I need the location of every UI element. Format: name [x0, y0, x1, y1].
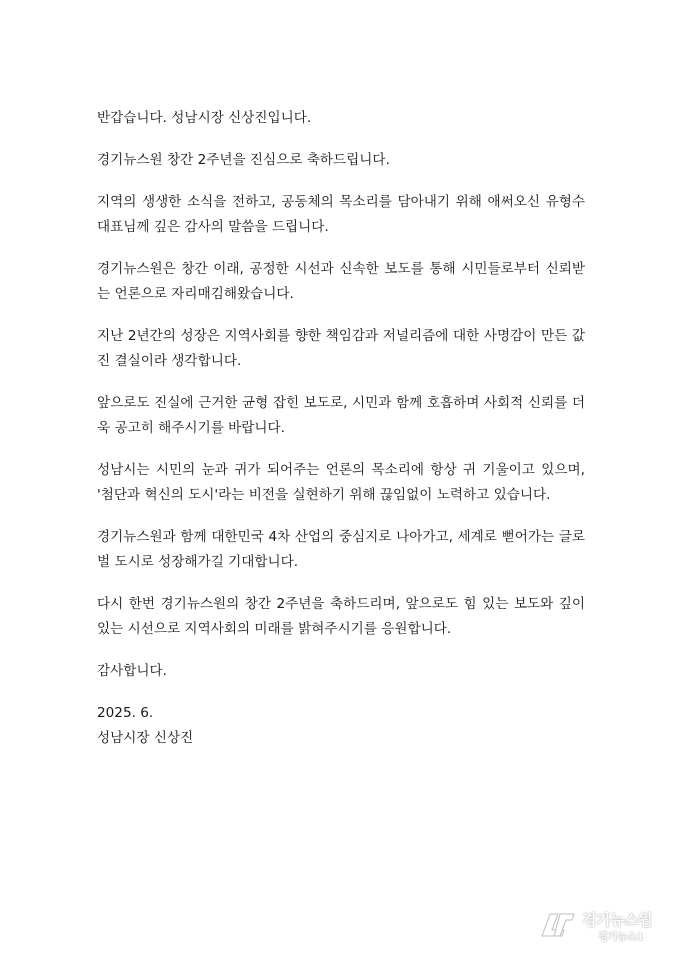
paragraph-hope: 앞으로도 진실에 근거한 균형 잡힌 보도로, 시민과 함께 호흡하며 사회적 신뢰를 더욱 공고히 해주시기를 바랍니다.: [97, 395, 585, 436]
letter-date: 2025. 6.: [97, 705, 154, 721]
watermark: [538, 908, 668, 942]
paragraph-expectation: 경기뉴스원과 함께 대한민국 4차 산업의 중심지로 나아가고, 세계로 뻗어가는 글로벌 도시로 성장해가길 기대합니다.: [97, 529, 585, 570]
paragraph-city-vision: 성남시는 시민의 눈과 귀가 되어주는 언론의 목소리에 항상 귀 기울이고 있으며, '첨단과 혁신의 도시'라는 비전을 실현하기 위해 끊임없이 노력하고 있습니다.: [97, 462, 585, 503]
paragraph-congratulation: 경기뉴스원 창간 2주년을 진심으로 축하드립니다.: [97, 152, 390, 168]
paragraph-greeting: 반갑습니다. 성남시장 신상진입니다.: [97, 110, 312, 126]
paragraph-trust: 경기뉴스원은 창간 이래, 공정한 시선과 신속한 보도를 통해 시민들로부터 신뢰받는 언론으로 자리매김해왔습니다.: [97, 261, 585, 302]
closing-text: 감사합니다.: [97, 663, 167, 679]
paragraph-growth: 지난 2년간의 성장은 지역사회를 향한 책임감과 저널리즘에 대한 사명감이 만든 값진 결실이라 생각합니다.: [97, 328, 585, 369]
watermark-name: 경기뉴스원: [582, 911, 652, 929]
paragraph-cheer: 다시 한번 경기뉴스원의 창간 2주년을 축하드리며, 앞으로도 힘 있는 보도와 깊이 있는 시선으로 지역사회의 미래를 밝혀주시기를 응원합니다.: [97, 596, 585, 637]
paragraph-thanks: 지역의 생생한 소식을 전하고, 공동체의 목소리를 담아내기 위해 애써오신 유형수 대표님께 깊은 감사의 말씀을 드립니다.: [97, 194, 585, 235]
gnt-logo-icon: [538, 908, 578, 942]
watermark-sub: 경기뉴스1: [598, 932, 644, 943]
letter-body: [97, 106, 585, 751]
signature-block: [97, 701, 585, 751]
signature-name: 성남시장 신상진: [97, 730, 194, 746]
